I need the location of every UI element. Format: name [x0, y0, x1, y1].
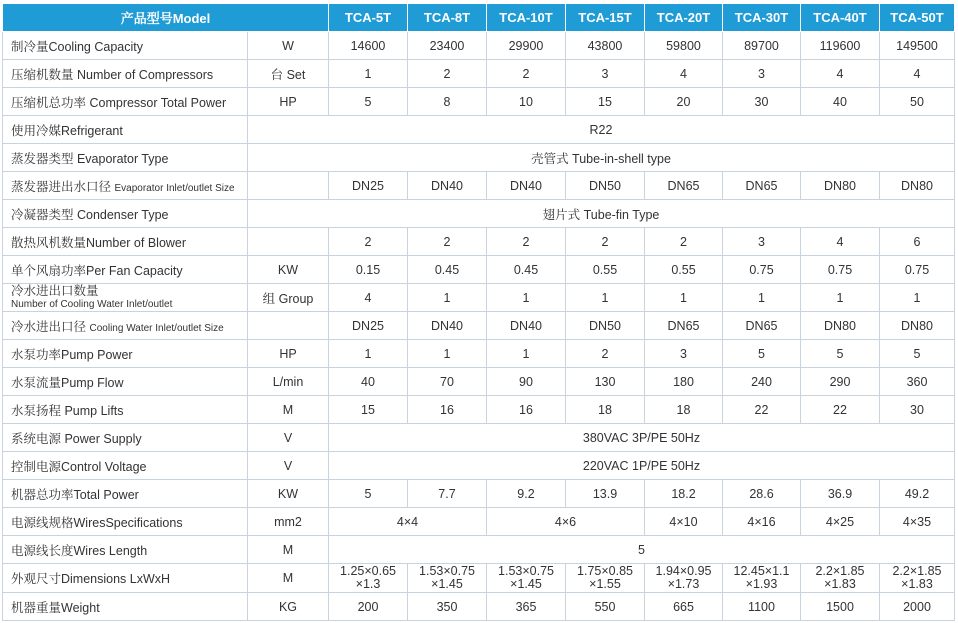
value-cell: DN80 — [880, 312, 955, 340]
value-cell: 10 — [487, 88, 566, 116]
value-cell: 2 — [408, 60, 487, 88]
value-cell — [329, 564, 408, 593]
model-col-header: TCA-15T — [566, 4, 645, 32]
value-cell: 2 — [408, 228, 487, 256]
value-cell: 4 — [329, 284, 408, 312]
param-label: 冷凝器类型 Condenser Type — [3, 200, 248, 228]
value-cell: DN80 — [880, 172, 955, 200]
header-row — [3, 4, 955, 32]
dim-line-2: ×1.3 — [355, 577, 381, 591]
value-cell: 2 — [645, 228, 723, 256]
value-cell: 70 — [408, 368, 487, 396]
dim-line-2: ×1.45 — [431, 577, 463, 591]
value-cell: 59800 — [645, 32, 723, 60]
value-cell: 3 — [645, 340, 723, 368]
value-cell: 200 — [329, 593, 408, 621]
value-cell: 30 — [723, 88, 801, 116]
unit-cell: 组 Group — [248, 284, 329, 312]
dim-line-2: ×1.55 — [589, 577, 621, 591]
value-cell: 4×4 — [329, 508, 487, 536]
value-cell: DN50 — [566, 172, 645, 200]
value-cell: 16 — [487, 396, 566, 424]
row-dimensions — [3, 564, 955, 593]
value-cell: 0.55 — [566, 256, 645, 284]
row-weight — [3, 593, 955, 621]
param-label: 电源线规格WiresSpecifications — [3, 508, 248, 536]
value-cell: 4×16 — [723, 508, 801, 536]
param-label — [3, 172, 248, 200]
value-cell: DN65 — [723, 172, 801, 200]
value-cell: DN65 — [645, 172, 723, 200]
value-cell: 1 — [408, 284, 487, 312]
row-compressor-power — [3, 88, 955, 116]
row-evaporator-size — [3, 172, 955, 200]
model-col-header: TCA-20T — [645, 4, 723, 32]
value-cell: 0.15 — [329, 256, 408, 284]
param-label-cn: 冷水进出口径 — [11, 319, 87, 334]
merged-value-cell: 5 — [329, 536, 955, 564]
unit-cell: KW — [248, 480, 329, 508]
row-wires-spec — [3, 508, 955, 536]
value-cell: 2 — [487, 228, 566, 256]
value-cell: 28.6 — [723, 480, 801, 508]
value-cell: 90 — [487, 368, 566, 396]
value-cell: 5 — [880, 340, 955, 368]
value-cell: DN80 — [801, 312, 880, 340]
value-cell: 0.75 — [723, 256, 801, 284]
value-cell: 360 — [880, 368, 955, 396]
dim-line-2: ×1.73 — [667, 577, 700, 591]
model-col-header: TCA-8T — [408, 4, 487, 32]
dim-line-1: 12.45×1.1 — [733, 564, 790, 578]
value-cell: 3 — [723, 60, 801, 88]
row-cooling-capacity — [3, 32, 955, 60]
param-label-en: Evaporator Inlet/outlet Size — [114, 182, 235, 194]
value-cell: 23400 — [408, 32, 487, 60]
merged-value-cell: 380VAC 3P/PE 50Hz — [329, 424, 955, 452]
unit-cell — [248, 312, 329, 340]
param-label: 控制电源Control Voltage — [3, 452, 248, 480]
value-cell: 8 — [408, 88, 487, 116]
value-cell: 43800 — [566, 32, 645, 60]
value-cell: 1100 — [723, 593, 801, 621]
value-cell: DN50 — [566, 312, 645, 340]
dim-line-1: 1.25×0.65 — [340, 564, 396, 578]
value-cell: 16 — [408, 396, 487, 424]
param-label: 外观尺寸Dimensions LxWxH — [3, 564, 248, 593]
value-cell: 14600 — [329, 32, 408, 60]
row-pump-lifts — [3, 396, 955, 424]
value-cell: 5 — [329, 88, 408, 116]
value-cell: 149500 — [880, 32, 955, 60]
row-cooling-water-size — [3, 312, 955, 340]
dim-line-2: ×1.83 — [824, 577, 856, 591]
value-cell: 2000 — [880, 593, 955, 621]
value-cell: DN40 — [487, 172, 566, 200]
value-cell — [566, 564, 645, 593]
param-label: 单个风扇功率Per Fan Capacity — [3, 256, 248, 284]
param-label: 压缩机总功率 Compressor Total Power — [3, 88, 248, 116]
value-cell: DN25 — [329, 312, 408, 340]
value-cell: 3 — [566, 60, 645, 88]
param-label — [3, 312, 248, 340]
value-cell: DN65 — [645, 312, 723, 340]
value-cell: 15 — [566, 88, 645, 116]
dim-line-1: 2.2×1.85 — [892, 564, 942, 578]
model-col-header: TCA-10T — [487, 4, 566, 32]
unit-cell: L/min — [248, 368, 329, 396]
row-wires-length — [3, 536, 955, 564]
dim-line-1: 2.2×1.85 — [815, 564, 865, 578]
unit-cell: HP — [248, 340, 329, 368]
value-cell: 1 — [487, 340, 566, 368]
row-fan-capacity — [3, 256, 955, 284]
unit-cell: M — [248, 396, 329, 424]
model-col-header: TCA-40T — [801, 4, 880, 32]
param-label: 水泵流量Pump Flow — [3, 368, 248, 396]
param-label-cn: 冷水进出口数量 — [11, 283, 99, 298]
unit-cell — [248, 172, 329, 200]
value-cell: 0.45 — [408, 256, 487, 284]
merged-value-cell: 220VAC 1P/PE 50Hz — [329, 452, 955, 480]
value-cell: 15 — [329, 396, 408, 424]
value-cell: 2 — [329, 228, 408, 256]
value-cell: 18.2 — [645, 480, 723, 508]
value-cell: 5 — [329, 480, 408, 508]
value-cell: 89700 — [723, 32, 801, 60]
value-cell: 40 — [801, 88, 880, 116]
dim-line-2: ×1.83 — [901, 577, 933, 591]
value-cell: 40 — [329, 368, 408, 396]
value-cell: 29900 — [487, 32, 566, 60]
value-cell: 22 — [801, 396, 880, 424]
param-label — [3, 284, 248, 312]
value-cell: 2 — [566, 228, 645, 256]
value-cell: 4 — [801, 60, 880, 88]
param-label-cn: 蒸发器进出水口径 — [11, 179, 112, 194]
value-cell: 9.2 — [487, 480, 566, 508]
value-cell: 0.75 — [801, 256, 880, 284]
row-pump-power — [3, 340, 955, 368]
value-cell: 665 — [645, 593, 723, 621]
model-col-header: TCA-5T — [329, 4, 408, 32]
unit-cell: KW — [248, 256, 329, 284]
row-control-voltage — [3, 452, 955, 480]
value-cell: 0.55 — [645, 256, 723, 284]
value-cell: 1 — [329, 340, 408, 368]
value-cell: 5 — [723, 340, 801, 368]
row-total-power — [3, 480, 955, 508]
row-refrigerant — [3, 116, 955, 144]
unit-cell: M — [248, 564, 329, 593]
value-cell: DN25 — [329, 172, 408, 200]
merged-value-cell: 翅片式 Tube-fin Type — [248, 200, 955, 228]
value-cell — [723, 564, 801, 593]
value-cell: DN65 — [723, 312, 801, 340]
value-cell — [408, 564, 487, 593]
value-cell: 1 — [408, 340, 487, 368]
unit-cell: V — [248, 452, 329, 480]
row-num-blowers — [3, 228, 955, 256]
value-cell: 1 — [566, 284, 645, 312]
value-cell: 290 — [801, 368, 880, 396]
param-label: 机器重量Weight — [3, 593, 248, 621]
value-cell: 18 — [645, 396, 723, 424]
dim-line-2: ×1.93 — [745, 577, 778, 591]
unit-cell: W — [248, 32, 329, 60]
value-cell — [645, 564, 723, 593]
row-condenser-type — [3, 200, 955, 228]
value-cell — [487, 564, 566, 593]
merged-value-cell: R22 — [248, 116, 955, 144]
row-num-compressors — [3, 60, 955, 88]
value-cell: 6 — [880, 228, 955, 256]
value-cell: 4 — [880, 60, 955, 88]
model-col-header: TCA-50T — [880, 4, 955, 32]
dim-line-1: 1.75×0.85 — [577, 564, 633, 578]
param-label: 机器总功率Total Power — [3, 480, 248, 508]
param-label: 压缩机数量 Number of Compressors — [3, 60, 248, 88]
value-cell: 1 — [645, 284, 723, 312]
row-cooling-water-num — [3, 284, 955, 312]
value-cell: DN40 — [487, 312, 566, 340]
value-cell: 4×10 — [645, 508, 723, 536]
unit-cell: mm2 — [248, 508, 329, 536]
value-cell: 0.45 — [487, 256, 566, 284]
value-cell: 2 — [566, 340, 645, 368]
value-cell: 49.2 — [880, 480, 955, 508]
param-label: 使用冷媒Refrigerant — [3, 116, 248, 144]
value-cell: 7.7 — [408, 480, 487, 508]
param-label: 蒸发器类型 Evaporator Type — [3, 144, 248, 172]
dim-line-2: ×1.45 — [510, 577, 542, 591]
value-cell: 550 — [566, 593, 645, 621]
value-cell: 1 — [880, 284, 955, 312]
unit-cell — [248, 228, 329, 256]
row-power-supply — [3, 424, 955, 452]
value-cell: 1 — [487, 284, 566, 312]
value-cell: 365 — [487, 593, 566, 621]
row-evaporator-type — [3, 144, 955, 172]
model-header: 产品型号Model — [3, 4, 329, 32]
param-label: 系统电源 Power Supply — [3, 424, 248, 452]
unit-cell: 台 Set — [248, 60, 329, 88]
spec-table — [2, 3, 955, 621]
param-label: 水泵扬程 Pump Lifts — [3, 396, 248, 424]
value-cell: 119600 — [801, 32, 880, 60]
value-cell: 20 — [645, 88, 723, 116]
value-cell: 4 — [801, 228, 880, 256]
value-cell: 5 — [801, 340, 880, 368]
value-cell: 50 — [880, 88, 955, 116]
value-cell: 3 — [723, 228, 801, 256]
param-label: 制冷量Cooling Capacity — [3, 32, 248, 60]
value-cell: 13.9 — [566, 480, 645, 508]
param-label-en: Cooling Water Inlet/outlet Size — [89, 322, 224, 334]
value-cell — [801, 564, 880, 593]
value-cell: 1 — [329, 60, 408, 88]
model-col-header: TCA-30T — [723, 4, 801, 32]
value-cell: 4×25 — [801, 508, 880, 536]
dim-line-1: 1.94×0.95 — [655, 564, 712, 578]
value-cell: 4 — [645, 60, 723, 88]
value-cell: 4×6 — [487, 508, 645, 536]
value-cell: 350 — [408, 593, 487, 621]
value-cell: 18 — [566, 396, 645, 424]
value-cell: DN40 — [408, 172, 487, 200]
value-cell: DN40 — [408, 312, 487, 340]
value-cell: 4×35 — [880, 508, 955, 536]
unit-cell: KG — [248, 593, 329, 621]
unit-cell: V — [248, 424, 329, 452]
value-cell: 180 — [645, 368, 723, 396]
param-label-en: Number of Cooling Water Inlet/outlet — [11, 298, 173, 310]
dim-line-1: 1.53×0.75 — [498, 564, 554, 578]
param-label: 散热风机数量Number of Blower — [3, 228, 248, 256]
value-cell: 36.9 — [801, 480, 880, 508]
value-cell — [880, 564, 955, 593]
value-cell: 0.75 — [880, 256, 955, 284]
row-pump-flow — [3, 368, 955, 396]
merged-value-cell: 壳管式 Tube-in-shell type — [248, 144, 955, 172]
value-cell: 2 — [487, 60, 566, 88]
value-cell: 1500 — [801, 593, 880, 621]
value-cell: 30 — [880, 396, 955, 424]
value-cell: 22 — [723, 396, 801, 424]
dim-line-1: 1.53×0.75 — [419, 564, 475, 578]
value-cell: 1 — [801, 284, 880, 312]
value-cell: 240 — [723, 368, 801, 396]
unit-cell: M — [248, 536, 329, 564]
param-label: 电源线长度Wires Length — [3, 536, 248, 564]
param-label: 水泵功率Pump Power — [3, 340, 248, 368]
value-cell: 1 — [723, 284, 801, 312]
value-cell: DN80 — [801, 172, 880, 200]
value-cell: 130 — [566, 368, 645, 396]
unit-cell: HP — [248, 88, 329, 116]
